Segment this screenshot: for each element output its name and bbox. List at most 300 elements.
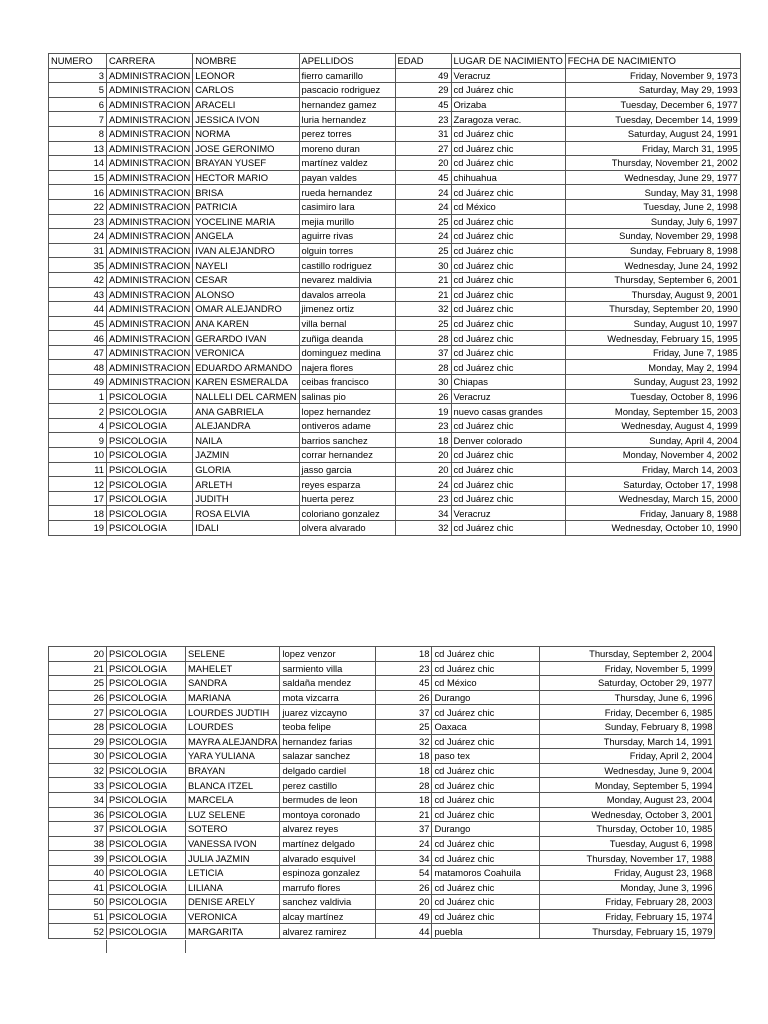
cell-carrera[interactable]: ADMINISTRACION	[107, 331, 193, 346]
cell-edad[interactable]: 18	[376, 792, 432, 807]
cell-edad[interactable]: 23	[395, 112, 451, 127]
cell-nombre[interactable]: ROSA ELVIA	[193, 506, 299, 521]
cell-lugar[interactable]: Durango	[432, 690, 540, 705]
cell-apellidos[interactable]: jasso garcia	[299, 462, 395, 477]
cell-edad[interactable]: 24	[395, 229, 451, 244]
cell-carrera[interactable]: PSICOLOGIA	[107, 807, 186, 822]
cell-apellidos[interactable]: corrar hernandez	[299, 448, 395, 463]
cell-carrera[interactable]: ADMINISTRACION	[107, 83, 193, 98]
cell-nombre[interactable]: SANDRA	[186, 676, 280, 691]
cell-nombre[interactable]: NALLELI DEL CARMEN	[193, 389, 299, 404]
cell-apellidos[interactable]: alvarez ramirez	[280, 924, 376, 939]
cell-carrera[interactable]: ADMINISTRACION	[107, 170, 193, 185]
cell-numero[interactable]: 35	[49, 258, 107, 273]
cell-nombre[interactable]: ANGELA	[193, 229, 299, 244]
cell-edad[interactable]: 20	[395, 462, 451, 477]
cell-edad[interactable]: 21	[395, 287, 451, 302]
cell-lugar[interactable]: cd Juárez chic	[432, 880, 540, 895]
cell-lugar[interactable]: Zaragoza verac.	[451, 112, 565, 127]
cell-apellidos[interactable]: hernandez farias	[280, 734, 376, 749]
cell-nombre[interactable]: NAYELI	[193, 258, 299, 273]
cell-fecha[interactable]: Thursday, August 9, 2001	[565, 287, 740, 302]
cell-nombre[interactable]: LEONOR	[193, 68, 299, 83]
cell-numero[interactable]: 22	[49, 199, 107, 214]
cell-fecha[interactable]: Thursday, October 10, 1985	[540, 822, 715, 837]
cell-apellidos[interactable]: aguirre rivas	[299, 229, 395, 244]
cell-fecha[interactable]: Sunday, July 6, 1997	[565, 214, 740, 229]
cell-fecha[interactable]: Wednesday, August 4, 1999	[565, 418, 740, 433]
cell-nombre[interactable]: DENISE ARELY	[186, 895, 280, 910]
cell-edad[interactable]: 34	[395, 506, 451, 521]
cell-apellidos[interactable]: salinas pio	[299, 389, 395, 404]
cell-carrera[interactable]: PSICOLOGIA	[107, 705, 186, 720]
cell-nombre[interactable]: ANA KAREN	[193, 316, 299, 331]
cell-nombre[interactable]: MARCELA	[186, 792, 280, 807]
cell-edad[interactable]: 25	[395, 316, 451, 331]
cell-nombre[interactable]: OMAR ALEJANDRO	[193, 302, 299, 317]
cell-numero[interactable]: 48	[49, 360, 107, 375]
cell-edad[interactable]: 34	[376, 851, 432, 866]
cell-fecha[interactable]: Wednesday, February 15, 1995	[565, 331, 740, 346]
cell-apellidos[interactable]: huerta perez	[299, 491, 395, 506]
cell-edad[interactable]: 18	[376, 647, 432, 662]
cell-edad[interactable]: 45	[395, 170, 451, 185]
cell-numero[interactable]: 47	[49, 345, 107, 360]
cell-lugar[interactable]: cd Juárez chic	[432, 807, 540, 822]
header-edad[interactable]: EDAD	[395, 54, 451, 69]
cell-edad[interactable]: 24	[395, 185, 451, 200]
cell-lugar[interactable]: chihuahua	[451, 170, 565, 185]
cell-fecha[interactable]: Thursday, February 15, 1979	[540, 924, 715, 939]
cell-fecha[interactable]: Monday, June 3, 1996	[540, 880, 715, 895]
cell-lugar[interactable]: cd Juárez chic	[451, 141, 565, 156]
header-fecha[interactable]: FECHA DE NACIMIENTO	[565, 54, 740, 69]
cell-lugar[interactable]: cd Juárez chic	[451, 521, 565, 536]
cell-lugar[interactable]: nuevo casas grandes	[451, 404, 565, 419]
cell-edad[interactable]: 20	[376, 895, 432, 910]
cell-nombre[interactable]: PATRICIA	[193, 199, 299, 214]
cell-fecha[interactable]: Tuesday, June 2, 1998	[565, 199, 740, 214]
cell-apellidos[interactable]: martínez valdez	[299, 156, 395, 171]
cell-lugar[interactable]: cd Juárez chic	[451, 418, 565, 433]
cell-fecha[interactable]: Tuesday, August 6, 1998	[540, 836, 715, 851]
cell-edad[interactable]: 24	[395, 477, 451, 492]
cell-apellidos[interactable]: lopez venzor	[280, 647, 376, 662]
cell-fecha[interactable]: Friday, January 8, 1988	[565, 506, 740, 521]
cell-carrera[interactable]: ADMINISTRACION	[107, 302, 193, 317]
cell-nombre[interactable]: NAILA	[193, 433, 299, 448]
cell-lugar[interactable]: Chiapas	[451, 375, 565, 390]
cell-apellidos[interactable]: luria hernandez	[299, 112, 395, 127]
cell-carrera[interactable]: ADMINISTRACION	[107, 375, 193, 390]
cell-edad[interactable]: 25	[376, 719, 432, 734]
cell-apellidos[interactable]: najera flores	[299, 360, 395, 375]
cell-edad[interactable]: 29	[395, 83, 451, 98]
cell-apellidos[interactable]: delgado cardiel	[280, 763, 376, 778]
cell-carrera[interactable]: ADMINISTRACION	[107, 214, 193, 229]
cell-apellidos[interactable]: teoba felipe	[280, 719, 376, 734]
cell-edad[interactable]: 37	[376, 705, 432, 720]
cell-carrera[interactable]: PSICOLOGIA	[107, 690, 186, 705]
cell-lugar[interactable]: paso tex	[432, 749, 540, 764]
cell-nombre[interactable]: HECTOR MARIO	[193, 170, 299, 185]
cell-edad[interactable]: 45	[376, 676, 432, 691]
cell-apellidos[interactable]: saldaña mendez	[280, 676, 376, 691]
cell-apellidos[interactable]: mota vizcarra	[280, 690, 376, 705]
cell-apellidos[interactable]: barrios sanchez	[299, 433, 395, 448]
cell-nombre[interactable]: ALONSO	[193, 287, 299, 302]
cell-fecha[interactable]: Sunday, February 8, 1998	[540, 719, 715, 734]
cell-edad[interactable]: 21	[376, 807, 432, 822]
cell-nombre[interactable]: MAHELET	[186, 661, 280, 676]
cell-numero[interactable]: 44	[49, 302, 107, 317]
cell-carrera[interactable]: ADMINISTRACION	[107, 126, 193, 141]
cell-numero[interactable]: 18	[49, 506, 107, 521]
cell-apellidos[interactable]: alcay martínez	[280, 909, 376, 924]
cell-apellidos[interactable]: coloriano gonzalez	[299, 506, 395, 521]
cell-fecha[interactable]: Sunday, February 8, 1998	[565, 243, 740, 258]
cell-lugar[interactable]: Veracruz	[451, 506, 565, 521]
cell-nombre[interactable]: KAREN ESMERALDA	[193, 375, 299, 390]
cell-nombre[interactable]: ANA GABRIELA	[193, 404, 299, 419]
cell-fecha[interactable]: Monday, September 15, 2003	[565, 404, 740, 419]
cell-numero[interactable]: 46	[49, 331, 107, 346]
cell-lugar[interactable]: cd Juárez chic	[451, 214, 565, 229]
cell-numero[interactable]: 33	[49, 778, 107, 793]
cell-numero[interactable]: 11	[49, 462, 107, 477]
cell-carrera[interactable]: ADMINISTRACION	[107, 156, 193, 171]
cell-numero[interactable]: 49	[49, 375, 107, 390]
cell-nombre[interactable]: SELENE	[186, 647, 280, 662]
cell-fecha[interactable]: Wednesday, October 3, 2001	[540, 807, 715, 822]
cell-fecha[interactable]: Tuesday, December 14, 1999	[565, 112, 740, 127]
cell-nombre[interactable]: YARA YULIANA	[186, 749, 280, 764]
cell-nombre[interactable]: BRAYAN YUSEF	[193, 156, 299, 171]
cell-carrera[interactable]: ADMINISTRACION	[107, 272, 193, 287]
cell-fecha[interactable]: Sunday, May 31, 1998	[565, 185, 740, 200]
cell-apellidos[interactable]: bermudes de leon	[280, 792, 376, 807]
cell-numero[interactable]: 3	[49, 68, 107, 83]
cell-apellidos[interactable]: davalos arreola	[299, 287, 395, 302]
cell-numero[interactable]: 14	[49, 156, 107, 171]
cell-fecha[interactable]: Saturday, May 29, 1993	[565, 83, 740, 98]
cell-numero[interactable]: 25	[49, 676, 107, 691]
cell-numero[interactable]: 2	[49, 404, 107, 419]
cell-nombre[interactable]: JUDITH	[193, 491, 299, 506]
cell-fecha[interactable]: Thursday, November 21, 2002	[565, 156, 740, 171]
cell-carrera[interactable]: ADMINISTRACION	[107, 316, 193, 331]
cell-edad[interactable]: 28	[376, 778, 432, 793]
cell-numero[interactable]: 26	[49, 690, 107, 705]
cell-lugar[interactable]: cd Juárez chic	[432, 895, 540, 910]
cell-nombre[interactable]: VERONICA	[186, 909, 280, 924]
cell-edad[interactable]: 18	[376, 763, 432, 778]
cell-carrera[interactable]: ADMINISTRACION	[107, 68, 193, 83]
cell-edad[interactable]: 26	[376, 880, 432, 895]
cell-nombre[interactable]: BLANCA ITZEL	[186, 778, 280, 793]
cell-lugar[interactable]: cd Juárez chic	[451, 156, 565, 171]
cell-apellidos[interactable]: rueda hernandez	[299, 185, 395, 200]
cell-carrera[interactable]: ADMINISTRACION	[107, 199, 193, 214]
cell-apellidos[interactable]: zuñiga deanda	[299, 331, 395, 346]
cell-fecha[interactable]: Wednesday, October 10, 1990	[565, 521, 740, 536]
cell-apellidos[interactable]: jimenez ortiz	[299, 302, 395, 317]
cell-fecha[interactable]: Monday, August 23, 2004	[540, 792, 715, 807]
cell-apellidos[interactable]: ceibas francisco	[299, 375, 395, 390]
cell-carrera[interactable]: ADMINISTRACION	[107, 229, 193, 244]
cell-numero[interactable]: 38	[49, 836, 107, 851]
cell-fecha[interactable]: Wednesday, June 24, 1992	[565, 258, 740, 273]
cell-carrera[interactable]: PSICOLOGIA	[107, 880, 186, 895]
cell-edad[interactable]: 44	[376, 924, 432, 939]
header-numero[interactable]: NUMERO	[49, 54, 107, 69]
cell-nombre[interactable]: GERARDO IVAN	[193, 331, 299, 346]
cell-edad[interactable]: 21	[395, 272, 451, 287]
cell-fecha[interactable]: Monday, September 5, 1994	[540, 778, 715, 793]
cell-fecha[interactable]: Sunday, August 23, 1992	[565, 375, 740, 390]
cell-fecha[interactable]: Wednesday, June 9, 2004	[540, 763, 715, 778]
cell-apellidos[interactable]: salazar sanchez	[280, 749, 376, 764]
cell-lugar[interactable]: cd Juárez chic	[451, 331, 565, 346]
cell-carrera[interactable]: ADMINISTRACION	[107, 258, 193, 273]
cell-apellidos[interactable]: mejia murillo	[299, 214, 395, 229]
cell-fecha[interactable]: Thursday, June 6, 1996	[540, 690, 715, 705]
cell-apellidos[interactable]: juarez vizcayno	[280, 705, 376, 720]
cell-lugar[interactable]: cd México	[432, 676, 540, 691]
cell-numero[interactable]: 23	[49, 214, 107, 229]
cell-lugar[interactable]: cd Juárez chic	[451, 316, 565, 331]
cell-carrera[interactable]: PSICOLOGIA	[107, 448, 193, 463]
cell-carrera[interactable]: PSICOLOGIA	[107, 851, 186, 866]
cell-nombre[interactable]: ARLETH	[193, 477, 299, 492]
cell-apellidos[interactable]: espinoza gonzalez	[280, 865, 376, 880]
cell-apellidos[interactable]: castillo rodriguez	[299, 258, 395, 273]
cell-numero[interactable]: 9	[49, 433, 107, 448]
cell-lugar[interactable]: cd Juárez chic	[451, 462, 565, 477]
cell-nombre[interactable]: ALEJANDRA	[193, 418, 299, 433]
cell-numero[interactable]: 43	[49, 287, 107, 302]
cell-carrera[interactable]: ADMINISTRACION	[107, 243, 193, 258]
cell-edad[interactable]: 49	[376, 909, 432, 924]
cell-carrera[interactable]: ADMINISTRACION	[107, 345, 193, 360]
cell-numero[interactable]: 7	[49, 112, 107, 127]
cell-edad[interactable]: 49	[395, 68, 451, 83]
cell-nombre[interactable]: LOURDES JUDTIH	[186, 705, 280, 720]
cell-nombre[interactable]: GLORIA	[193, 462, 299, 477]
cell-nombre[interactable]: IDALI	[193, 521, 299, 536]
cell-carrera[interactable]: PSICOLOGIA	[107, 506, 193, 521]
cell-edad[interactable]: 24	[395, 199, 451, 214]
cell-apellidos[interactable]: marrufo flores	[280, 880, 376, 895]
cell-edad[interactable]: 26	[376, 690, 432, 705]
cell-fecha[interactable]: Saturday, August 24, 1991	[565, 126, 740, 141]
cell-edad[interactable]: 54	[376, 865, 432, 880]
cell-numero[interactable]: 20	[49, 647, 107, 662]
cell-carrera[interactable]: ADMINISTRACION	[107, 141, 193, 156]
cell-edad[interactable]: 45	[395, 97, 451, 112]
cell-fecha[interactable]: Wednesday, March 15, 2000	[565, 491, 740, 506]
cell-edad[interactable]: 27	[395, 141, 451, 156]
cell-edad[interactable]: 20	[395, 448, 451, 463]
cell-nombre[interactable]: LOURDES	[186, 719, 280, 734]
cell-numero[interactable]: 5	[49, 83, 107, 98]
cell-edad[interactable]: 28	[395, 360, 451, 375]
cell-numero[interactable]: 37	[49, 822, 107, 837]
cell-carrera[interactable]: ADMINISTRACION	[107, 360, 193, 375]
cell-edad[interactable]: 32	[376, 734, 432, 749]
cell-lugar[interactable]: cd Juárez chic	[432, 647, 540, 662]
cell-apellidos[interactable]: olvera alvarado	[299, 521, 395, 536]
cell-carrera[interactable]: PSICOLOGIA	[107, 778, 186, 793]
cell-nombre[interactable]: NORMA	[193, 126, 299, 141]
cell-numero[interactable]: 32	[49, 763, 107, 778]
cell-fecha[interactable]: Friday, February 15, 1974	[540, 909, 715, 924]
cell-nombre[interactable]: MARGARITA	[186, 924, 280, 939]
cell-numero[interactable]: 19	[49, 521, 107, 536]
cell-lugar[interactable]: cd Juárez chic	[451, 448, 565, 463]
cell-carrera[interactable]: PSICOLOGIA	[107, 792, 186, 807]
cell-carrera[interactable]: ADMINISTRACION	[107, 97, 193, 112]
cell-nombre[interactable]: CARLOS	[193, 83, 299, 98]
cell-carrera[interactable]: PSICOLOGIA	[107, 389, 193, 404]
cell-carrera[interactable]: ADMINISTRACION	[107, 185, 193, 200]
cell-lugar[interactable]: cd Juárez chic	[432, 836, 540, 851]
cell-numero[interactable]: 42	[49, 272, 107, 287]
cell-nombre[interactable]: LILIANA	[186, 880, 280, 895]
cell-fecha[interactable]: Friday, December 6, 1985	[540, 705, 715, 720]
cell-numero[interactable]: 6	[49, 97, 107, 112]
cell-numero[interactable]: 45	[49, 316, 107, 331]
cell-carrera[interactable]: PSICOLOGIA	[107, 521, 193, 536]
cell-carrera[interactable]: PSICOLOGIA	[107, 763, 186, 778]
cell-carrera[interactable]: PSICOLOGIA	[107, 676, 186, 691]
cell-fecha[interactable]: Tuesday, October 8, 1996	[565, 389, 740, 404]
cell-carrera[interactable]: ADMINISTRACION	[107, 112, 193, 127]
cell-apellidos[interactable]: casimiro lara	[299, 199, 395, 214]
cell-nombre[interactable]: LUZ SELENE	[186, 807, 280, 822]
cell-fecha[interactable]: Wednesday, June 29, 1977	[565, 170, 740, 185]
cell-edad[interactable]: 20	[395, 156, 451, 171]
header-lugar[interactable]: LUGAR DE NACIMIENTO	[451, 54, 565, 69]
cell-apellidos[interactable]: lopez hernandez	[299, 404, 395, 419]
cell-numero[interactable]: 41	[49, 880, 107, 895]
cell-edad[interactable]: 37	[395, 345, 451, 360]
cell-numero[interactable]: 29	[49, 734, 107, 749]
cell-numero[interactable]: 21	[49, 661, 107, 676]
cell-fecha[interactable]: Friday, June 7, 1985	[565, 345, 740, 360]
cell-lugar[interactable]: cd Juárez chic	[432, 661, 540, 676]
cell-nombre[interactable]: EDUARDO ARMANDO	[193, 360, 299, 375]
cell-apellidos[interactable]: ontiveros adame	[299, 418, 395, 433]
cell-apellidos[interactable]: olguin torres	[299, 243, 395, 258]
cell-fecha[interactable]: Sunday, April 4, 2004	[565, 433, 740, 448]
cell-lugar[interactable]: cd Juárez chic	[451, 477, 565, 492]
cell-lugar[interactable]: cd Juárez chic	[451, 185, 565, 200]
cell-carrera[interactable]: PSICOLOGIA	[107, 924, 186, 939]
cell-lugar[interactable]: Veracruz	[451, 389, 565, 404]
cell-numero[interactable]: 10	[49, 448, 107, 463]
cell-lugar[interactable]: matamoros Coahuila	[432, 865, 540, 880]
cell-lugar[interactable]: Durango	[432, 822, 540, 837]
cell-fecha[interactable]: Monday, November 4, 2002	[565, 448, 740, 463]
cell-edad[interactable]: 25	[395, 243, 451, 258]
cell-lugar[interactable]: cd Juárez chic	[432, 792, 540, 807]
cell-numero[interactable]: 8	[49, 126, 107, 141]
cell-fecha[interactable]: Thursday, September 2, 2004	[540, 647, 715, 662]
cell-apellidos[interactable]: nevarez maldivia	[299, 272, 395, 287]
cell-lugar[interactable]: Veracruz	[451, 68, 565, 83]
cell-carrera[interactable]: PSICOLOGIA	[107, 433, 193, 448]
cell-nombre[interactable]: LETICIA	[186, 865, 280, 880]
cell-carrera[interactable]: PSICOLOGIA	[107, 836, 186, 851]
cell-lugar[interactable]: cd Juárez chic	[432, 734, 540, 749]
cell-numero[interactable]: 4	[49, 418, 107, 433]
cell-apellidos[interactable]: hernandez gamez	[299, 97, 395, 112]
cell-edad[interactable]: 25	[395, 214, 451, 229]
cell-lugar[interactable]: Oaxaca	[432, 719, 540, 734]
cell-lugar[interactable]: cd Juárez chic	[451, 126, 565, 141]
cell-carrera[interactable]: PSICOLOGIA	[107, 647, 186, 662]
cell-lugar[interactable]: cd Juárez chic	[451, 83, 565, 98]
cell-lugar[interactable]: cd Juárez chic	[451, 302, 565, 317]
cell-nombre[interactable]: CESAR	[193, 272, 299, 287]
cell-carrera[interactable]: PSICOLOGIA	[107, 909, 186, 924]
cell-carrera[interactable]: PSICOLOGIA	[107, 491, 193, 506]
cell-edad[interactable]: 30	[395, 258, 451, 273]
cell-apellidos[interactable]: reyes esparza	[299, 477, 395, 492]
cell-numero[interactable]: 12	[49, 477, 107, 492]
cell-numero[interactable]: 50	[49, 895, 107, 910]
cell-apellidos[interactable]: alvarado esquivel	[280, 851, 376, 866]
cell-lugar[interactable]: cd Juárez chic	[451, 243, 565, 258]
cell-numero[interactable]: 39	[49, 851, 107, 866]
cell-fecha[interactable]: Friday, April 2, 2004	[540, 749, 715, 764]
cell-nombre[interactable]: IVAN ALEJANDRO	[193, 243, 299, 258]
cell-nombre[interactable]: ARACELI	[193, 97, 299, 112]
cell-fecha[interactable]: Saturday, October 29, 1977	[540, 676, 715, 691]
cell-carrera[interactable]: PSICOLOGIA	[107, 895, 186, 910]
cell-numero[interactable]: 28	[49, 719, 107, 734]
cell-numero[interactable]: 16	[49, 185, 107, 200]
cell-lugar[interactable]: cd México	[451, 199, 565, 214]
cell-carrera[interactable]: PSICOLOGIA	[107, 749, 186, 764]
cell-edad[interactable]: 32	[395, 302, 451, 317]
cell-apellidos[interactable]: perez castillo	[280, 778, 376, 793]
cell-fecha[interactable]: Saturday, October 17, 1998	[565, 477, 740, 492]
cell-fecha[interactable]: Monday, May 2, 1994	[565, 360, 740, 375]
cell-nombre[interactable]: JOSE GERONIMO	[193, 141, 299, 156]
cell-apellidos[interactable]: villa bernal	[299, 316, 395, 331]
cell-lugar[interactable]: cd Juárez chic	[451, 287, 565, 302]
cell-numero[interactable]: 15	[49, 170, 107, 185]
cell-lugar[interactable]: Orizaba	[451, 97, 565, 112]
cell-fecha[interactable]: Friday, November 9, 1973	[565, 68, 740, 83]
cell-fecha[interactable]: Thursday, March 14, 1991	[540, 734, 715, 749]
cell-apellidos[interactable]: moreno duran	[299, 141, 395, 156]
cell-apellidos[interactable]: fierro camarillo	[299, 68, 395, 83]
cell-lugar[interactable]: cd Juárez chic	[432, 778, 540, 793]
cell-fecha[interactable]: Tuesday, December 6, 1977	[565, 97, 740, 112]
cell-lugar[interactable]: cd Juárez chic	[451, 272, 565, 287]
cell-nombre[interactable]: MARIANA	[186, 690, 280, 705]
cell-edad[interactable]: 24	[376, 836, 432, 851]
header-carrera[interactable]: CARRERA	[107, 54, 193, 69]
cell-apellidos[interactable]: perez torres	[299, 126, 395, 141]
header-apellidos[interactable]: APELLIDOS	[299, 54, 395, 69]
cell-apellidos[interactable]: martínez delgado	[280, 836, 376, 851]
cell-numero[interactable]: 17	[49, 491, 107, 506]
cell-carrera[interactable]: PSICOLOGIA	[107, 661, 186, 676]
